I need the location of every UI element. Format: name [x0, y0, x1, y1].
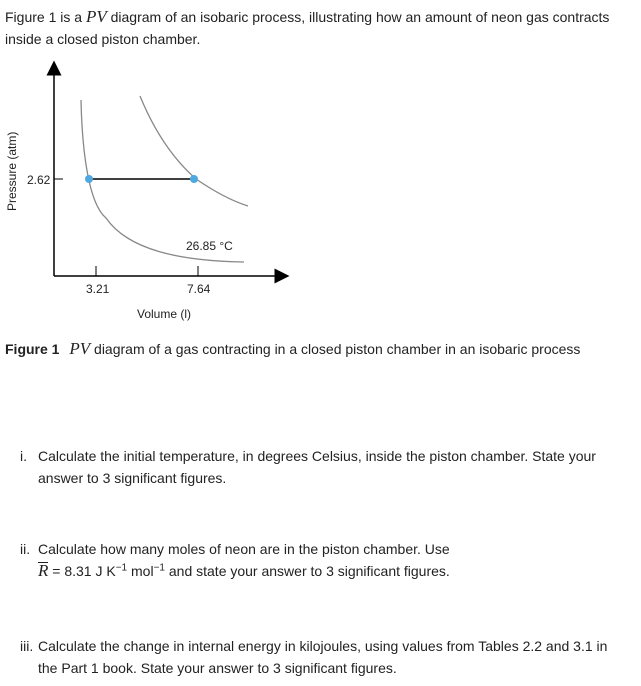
x-tick-label-2: 7.64: [187, 282, 211, 296]
question-3: [20, 635, 620, 679]
pv-diagram: [0, 58, 320, 338]
isotherm-label: 26.85 °C: [186, 239, 233, 253]
intro-text-2: diagram of an isobaric process, illustrating how an amount of neon gas contracts inside a closed piston chamber.: [5, 9, 610, 47]
question-1: [20, 445, 620, 489]
question-2-number: ii.: [20, 541, 31, 557]
caption-text: diagram of a gas contracting in a closed piston chamber in an isobaric process: [94, 341, 581, 357]
point-final: [190, 175, 198, 183]
question-1-text: Calculate the initial temperature, in degrees Celsius, inside the piston chamber. State your answer to 3 significant figures.: [38, 448, 596, 486]
caption-pv-symbol: PV: [69, 339, 91, 358]
point-initial: [85, 175, 93, 183]
y-tick-label: 2.62: [27, 173, 51, 187]
figure-caption: [5, 338, 625, 360]
intro-pv-symbol: PV: [85, 7, 107, 26]
x-axis-label: Volume (l): [137, 307, 192, 321]
intro-paragraph: [5, 6, 630, 50]
question-2: [20, 538, 620, 582]
intro-text-1: Figure 1 is a: [5, 9, 83, 25]
question-3-number: iii.: [20, 638, 34, 654]
question-2-text-3: mol: [127, 563, 154, 579]
isotherm-lower: [81, 100, 244, 262]
question-2-text-4: and state your answer to 3 significant figures.: [164, 563, 450, 579]
question-2-exp-2: −1: [153, 562, 165, 574]
question-2-text-1: Calculate how many moles of neon are in the piston chamber. Use: [38, 541, 450, 557]
x-tick-label-1: 3.21: [86, 282, 110, 296]
pv-diagram-svg: [0, 58, 320, 333]
question-2-exp-1: −1: [115, 562, 128, 574]
isotherm-upper: [140, 96, 248, 206]
r-bar-symbol: R: [38, 561, 49, 580]
question-2-text: [38, 538, 620, 582]
question-3-text: Calculate the change in internal energy in kilojoules, using values from Tables 2.2 and 3.1 in the Part 1 book. State your answer to 3 significant figures.: [38, 638, 608, 676]
caption-label: Figure 1: [5, 341, 60, 357]
question-2-text-2: = 8.31 J K: [52, 563, 116, 579]
question-1-number: i.: [20, 448, 27, 464]
y-axis-label: Pressure (atm): [5, 131, 19, 211]
